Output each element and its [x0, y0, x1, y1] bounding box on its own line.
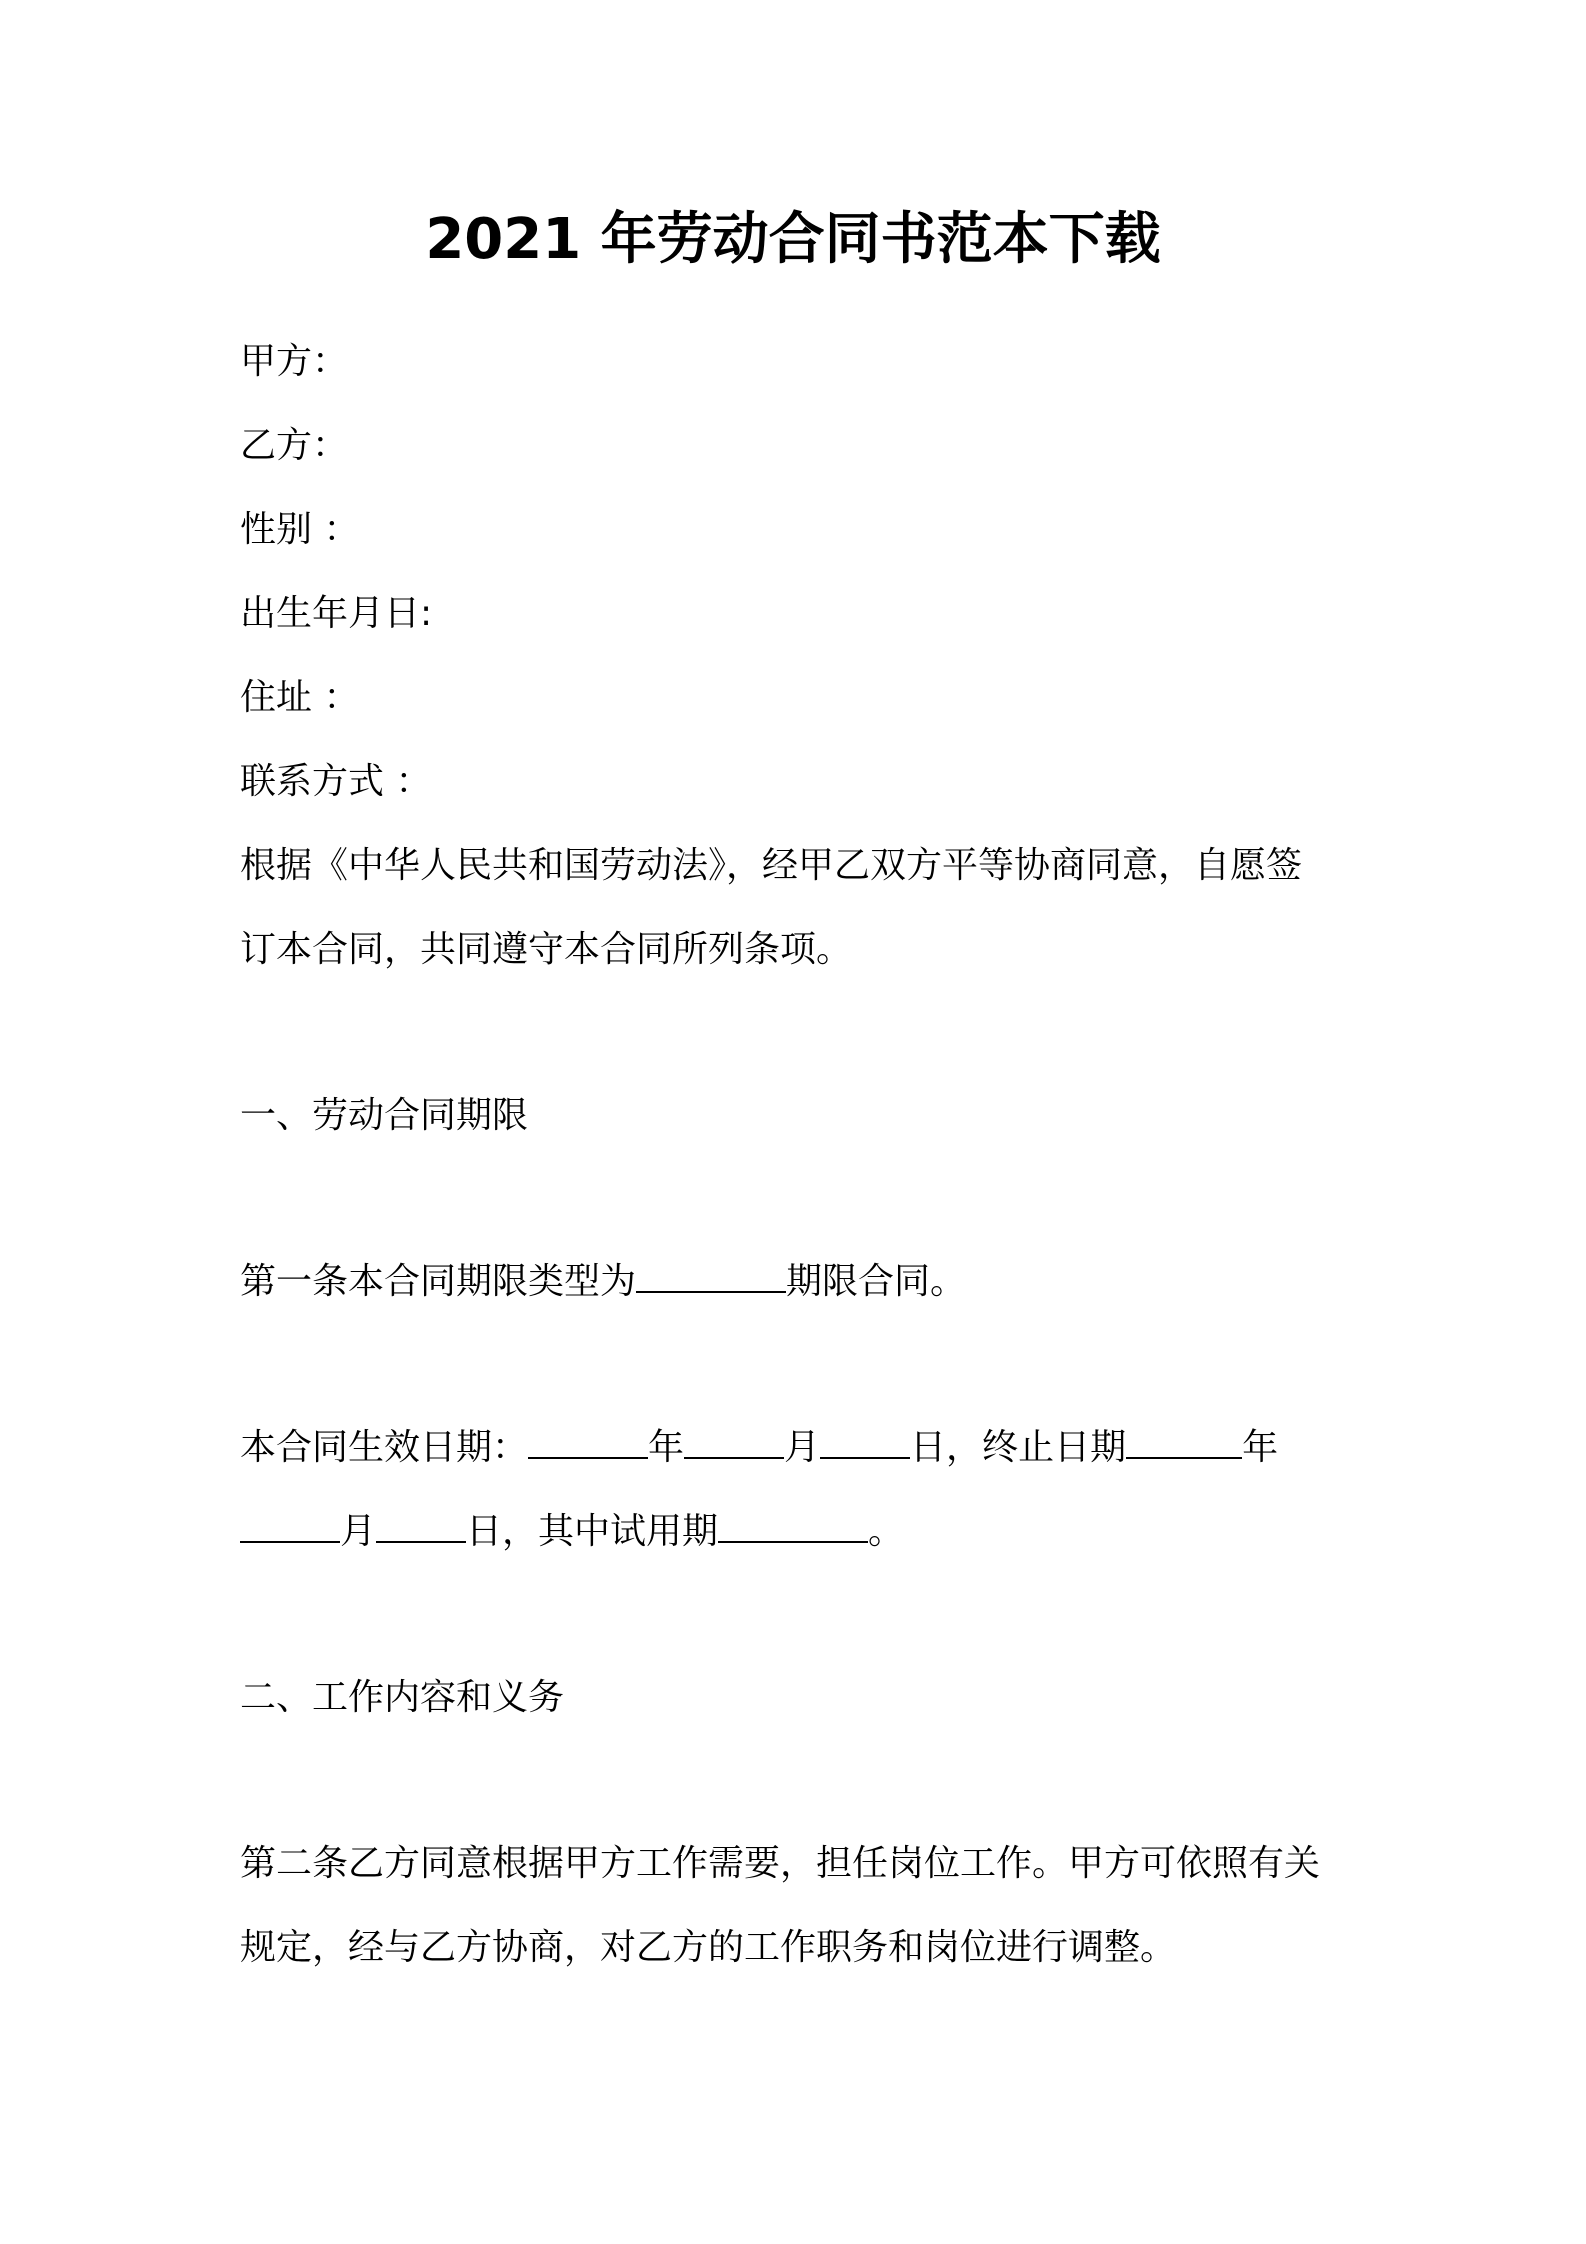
year-unit: 年	[648, 1427, 685, 1468]
article-2-line-2: 规定，经与乙方协商，对乙方的工作职务和岗位进行调整。	[240, 1927, 1177, 1968]
address-label: 住址 ：	[240, 677, 360, 718]
end-year-blank[interactable]	[1126, 1423, 1242, 1459]
gender-label: 性别 ：	[240, 509, 360, 550]
day-unit: 日，	[466, 1511, 539, 1552]
article-1-prefix: 第一条本合同期限类型为	[240, 1261, 637, 1302]
intro-paragraph-line-1: 根据《中华人民共和国劳动法》，经甲乙双方平等协商同意，自愿签	[240, 845, 1303, 886]
end-month-blank[interactable]	[240, 1507, 340, 1543]
day-unit: 日，	[910, 1427, 983, 1468]
section-2-heading: 二、工作内容和义务	[240, 1677, 565, 1718]
contract-type-blank[interactable]	[636, 1257, 786, 1293]
month-unit: 月	[784, 1427, 821, 1468]
period-mark: 。	[868, 1511, 905, 1552]
probation-label: 其中试用期	[538, 1511, 719, 1552]
birthdate-label: 出生年月日:	[240, 593, 433, 634]
month-unit: 月	[340, 1511, 377, 1552]
contact-label: 联系方式 ：	[240, 761, 432, 802]
start-day-blank[interactable]	[820, 1423, 910, 1459]
document-title: 2021 年劳动合同书范本下载	[425, 207, 1161, 272]
section-1-heading: 一、劳动合同期限	[240, 1095, 529, 1136]
effective-date-line-2	[240, 1504, 904, 1560]
party-b-label: 乙方：	[240, 425, 349, 466]
effective-date-line-1	[240, 1420, 1278, 1476]
end-day-blank[interactable]	[376, 1507, 466, 1543]
article-1-suffix: 期限合同。	[786, 1261, 967, 1302]
start-month-blank[interactable]	[684, 1423, 784, 1459]
party-a-label: 甲方：	[240, 341, 349, 382]
start-year-blank[interactable]	[528, 1423, 648, 1459]
article-1	[240, 1254, 966, 1310]
article-2-line-1: 第二条乙方同意根据甲方工作需要，担任岗位工作。甲方可依照有关	[240, 1843, 1321, 1884]
year-unit: 年	[1242, 1427, 1279, 1468]
probation-blank[interactable]	[718, 1507, 868, 1543]
termination-label: 终止日期	[982, 1427, 1127, 1468]
intro-paragraph-line-2: 订本合同，共同遵守本合同所列条项。	[240, 929, 853, 970]
effective-date-label: 本合同生效日期：	[240, 1427, 529, 1468]
